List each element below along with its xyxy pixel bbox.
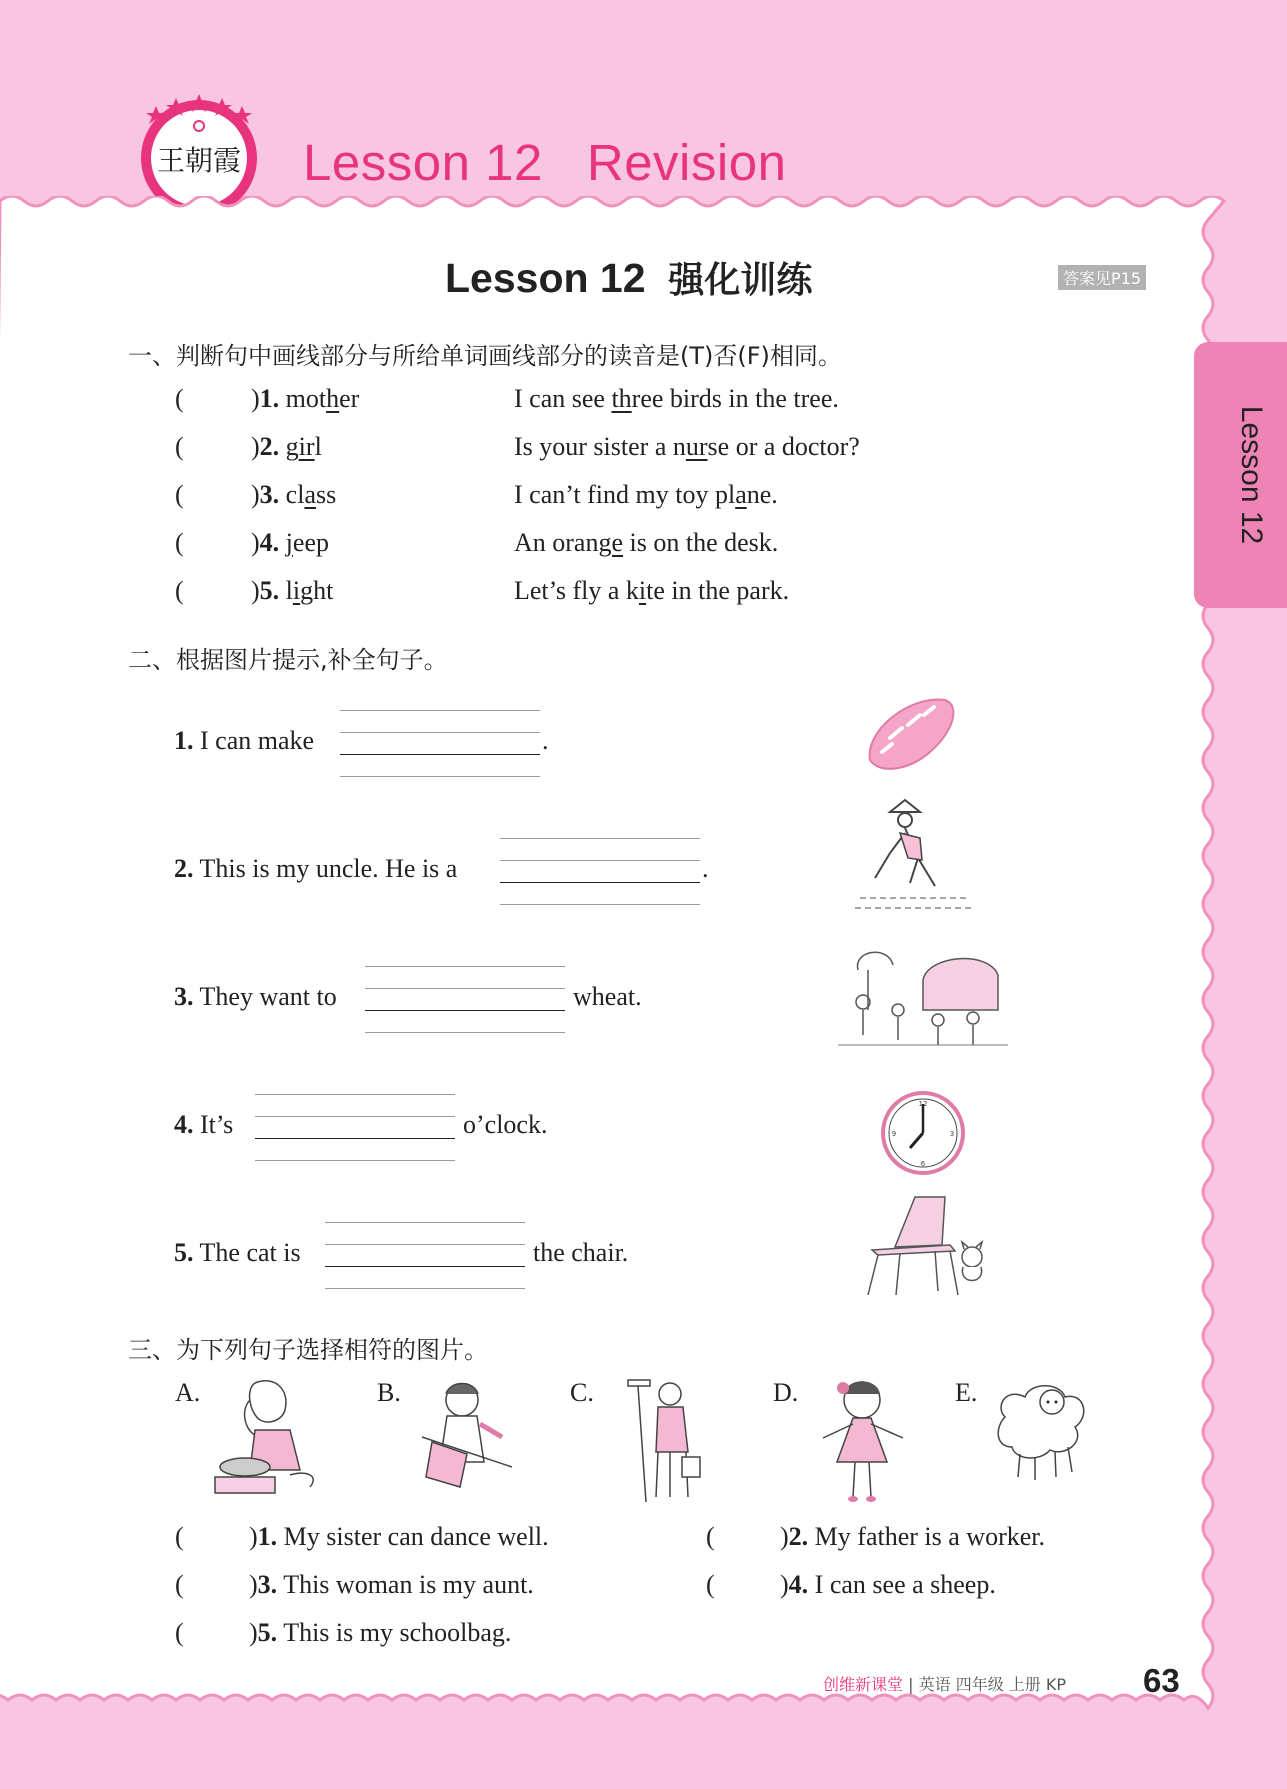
sentence-text: My sister can dance well.: [283, 1522, 549, 1551]
item-number: 3.: [259, 480, 280, 509]
answer-blank[interactable]: [190, 480, 250, 510]
matching-sentence: )4. I can see a sheep.: [780, 1570, 996, 1599]
item-number: 3.: [174, 982, 194, 1011]
word-underlined-part: i: [292, 576, 301, 605]
section3-heading: 三、为下列句子选择相符的图片。: [128, 1336, 488, 1364]
sentence-part: An oran: [514, 528, 599, 557]
answer-paren-open: (: [706, 1522, 715, 1551]
writing-blank[interactable]: [325, 1222, 525, 1288]
sentence-start: [174, 726, 314, 756]
word-underlined-part: a: [304, 480, 316, 509]
section2-heading: 二、根据图片提示,补全句子。: [128, 646, 448, 674]
word-item: )5. light: [251, 576, 334, 605]
item-number: 1.: [257, 1522, 278, 1551]
sentence-underlined-part: a: [735, 480, 747, 509]
sentence-text-before: It’s: [200, 1110, 234, 1139]
word-underlined-part: h: [326, 384, 340, 413]
item-number: 4.: [174, 1110, 194, 1139]
page-number: 63: [1143, 1662, 1180, 1699]
word-part: cl: [285, 480, 305, 509]
word-underlined-part: ir: [298, 432, 315, 461]
item-number: 4.: [788, 1570, 809, 1599]
answer-paren-open: (: [175, 1618, 184, 1647]
answer-paren-open: (: [175, 480, 184, 509]
answer-blank[interactable]: [190, 528, 250, 558]
item-number: 5.: [259, 576, 280, 605]
word-part: l: [314, 432, 322, 461]
sentence-underlined-part: ge: [598, 528, 624, 557]
sentence-text-before: This is my uncle. He is a: [199, 854, 458, 883]
sentence: [514, 528, 778, 558]
sentence: [514, 480, 778, 510]
sentence-text: This is my schoolbag.: [283, 1618, 512, 1647]
sentence-text: My father is a worker.: [814, 1522, 1045, 1551]
word-underlined-part: j: [285, 528, 293, 557]
matching-sentence: )3. This woman is my aunt.: [249, 1570, 534, 1599]
sentence-start: [174, 982, 337, 1012]
sentence-start: [174, 1110, 233, 1140]
option-label-d: D.: [773, 1378, 799, 1407]
footer-edition: KP: [1045, 1675, 1067, 1694]
item-number: 2.: [259, 432, 280, 461]
svg-text:3: 3: [949, 1130, 955, 1138]
answer-blank[interactable]: [720, 1522, 780, 1552]
writing-blank[interactable]: [255, 1094, 455, 1160]
farmer-image: [850, 798, 980, 916]
sentence: [514, 384, 839, 414]
word-part: ght: [300, 576, 334, 605]
footer-info: [823, 1672, 1066, 1695]
woman-cooking-image: [210, 1375, 330, 1500]
sentence-text-after: .: [702, 854, 709, 883]
option-label-a: A.: [175, 1378, 201, 1407]
answer-paren-open: (: [175, 384, 184, 413]
sheep-image: [990, 1372, 1090, 1482]
answer-blank[interactable]: [189, 1570, 249, 1600]
sentence-text-before: The cat is: [199, 1238, 301, 1267]
sentence-text-after: wheat.: [573, 982, 642, 1011]
chair-and-cat-image: [860, 1195, 1000, 1300]
sentence-text: This woman is my aunt.: [283, 1570, 534, 1599]
writing-blank[interactable]: [365, 966, 565, 1032]
answer-blank[interactable]: [190, 576, 250, 606]
writing-blank[interactable]: [340, 710, 540, 776]
sentence-part: Let’s fly a k: [514, 576, 639, 605]
svg-text:9: 9: [891, 1130, 897, 1138]
answer-blank[interactable]: [190, 384, 250, 414]
word-item: )2. girl: [251, 432, 322, 461]
option-label-e: E.: [955, 1378, 978, 1407]
matching-sentence: )5. This is my schoolbag.: [249, 1618, 512, 1647]
clock-image: [880, 1090, 966, 1176]
sentence-part: I can’t find my toy pl: [514, 480, 736, 509]
answer-blank[interactable]: [189, 1522, 249, 1552]
item-number: 5.: [257, 1618, 278, 1647]
sentence: [514, 576, 789, 606]
word-part: er: [339, 384, 360, 413]
sentence-start: [174, 854, 457, 884]
sentence-underlined-part: ur: [685, 432, 708, 461]
word-part: ss: [315, 480, 337, 509]
boy-with-schoolbag-image: [412, 1372, 522, 1497]
sentence-part: ne.: [746, 480, 778, 509]
writing-blank[interactable]: [500, 838, 700, 904]
word-item: )4. jeep: [251, 528, 329, 557]
answer-reference-badge: 答案见P15: [1058, 265, 1146, 290]
logo-text: 王朝霞: [156, 144, 242, 177]
answer-paren-open: (: [175, 1522, 184, 1551]
worksheet-title: Lesson 12 强化训练: [445, 255, 813, 301]
side-tab-label: Lesson 12: [1235, 405, 1268, 545]
matching-sentence: )1. My sister can dance well.: [249, 1522, 549, 1551]
footer-separator: |: [908, 1675, 914, 1694]
footer-brand: 创维新课堂: [823, 1675, 904, 1694]
word-item: )3. class: [251, 480, 337, 509]
sentence-part: is on the desk.: [623, 528, 779, 557]
item-number: 2.: [174, 854, 194, 883]
item-number: 5.: [174, 1238, 194, 1267]
answer-blank[interactable]: [189, 1618, 249, 1648]
footer-subject: 英语: [918, 1675, 951, 1694]
option-label-b: B.: [377, 1378, 401, 1407]
word-item: )1. mother: [251, 384, 360, 413]
answer-blank[interactable]: [190, 432, 250, 462]
sentence-part: ree birds in the tree.: [631, 384, 839, 413]
matching-sentence: )2. My father is a worker.: [780, 1522, 1045, 1551]
harvest-scene-image: [838, 940, 1008, 1050]
bread-image: [860, 690, 960, 780]
sentence-text-before: They want to: [199, 982, 337, 1011]
sentence-text: I can see a sheep.: [814, 1570, 996, 1599]
worker-image: [618, 1372, 708, 1507]
svg-text:12: 12: [918, 1100, 928, 1108]
sentence-part: te in the park.: [646, 576, 790, 605]
footer-grade: 四年级: [955, 1675, 1004, 1694]
item-number: 3.: [257, 1570, 278, 1599]
sentence-text-after: .: [542, 726, 549, 755]
answer-paren-open: (: [175, 576, 184, 605]
sentence: [514, 432, 860, 462]
word-part: mot: [285, 384, 327, 413]
answer-paren-open: (: [175, 432, 184, 461]
footer-term: 上册: [1008, 1675, 1041, 1694]
item-number: 2.: [788, 1522, 809, 1551]
sentence-part: Is your sister a n: [514, 432, 686, 461]
word-part: eep: [292, 528, 329, 557]
sentence-text-after: o’clock.: [463, 1110, 548, 1139]
answer-paren-open: (: [706, 1570, 715, 1599]
sentence-start: [174, 1238, 301, 1268]
item-number: 4.: [259, 528, 280, 557]
answer-paren-open: (: [175, 528, 184, 557]
option-label-c: C.: [570, 1378, 594, 1407]
sentence-part: se or a doctor?: [707, 432, 860, 461]
answer-paren-open: (: [175, 1570, 184, 1599]
word-part: l: [285, 576, 293, 605]
sentence-part: I can see: [514, 384, 612, 413]
svg-text:6: 6: [920, 1160, 926, 1168]
sentence-underlined-part: th: [611, 384, 632, 413]
word-part: g: [285, 432, 299, 461]
lesson-header-title: Lesson 12 Revision: [303, 134, 787, 191]
section1-heading: 一、判断句中画线部分与所给单词画线部分的读音是(T)否(F)相同。: [128, 342, 842, 370]
sentence-text-after: the chair.: [533, 1238, 629, 1267]
sentence-underlined-part: i: [638, 576, 647, 605]
sentence-text-before: I can make: [200, 726, 315, 755]
girl-dancing-image: [815, 1372, 910, 1507]
item-number: 1.: [174, 726, 194, 755]
item-number: 1.: [259, 384, 280, 413]
answer-blank[interactable]: [720, 1570, 780, 1600]
